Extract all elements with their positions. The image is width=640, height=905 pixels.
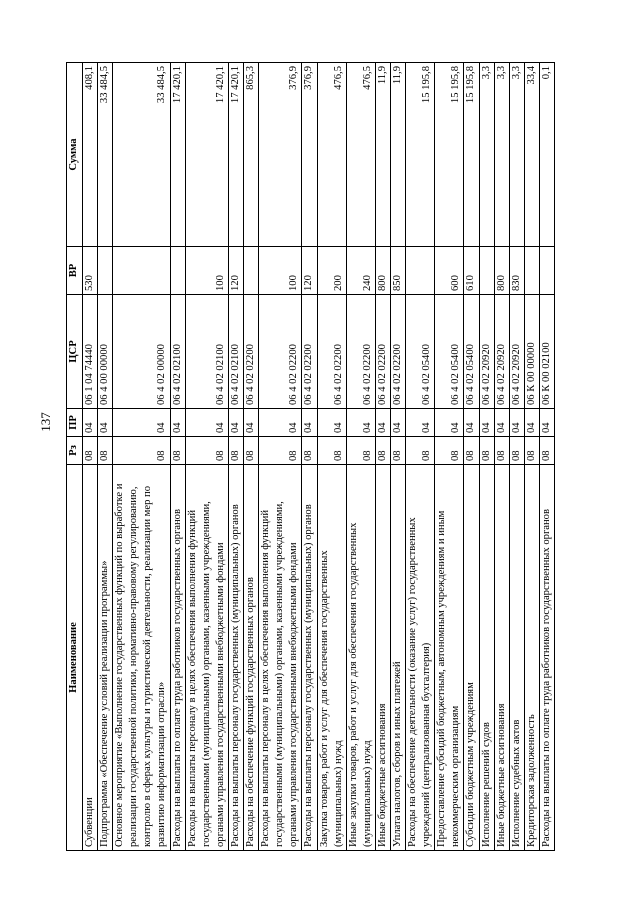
cell-vr: 240	[346, 247, 375, 295]
cell-csr: 06 К 00 00000	[524, 295, 539, 409]
table-body	[83, 63, 555, 851]
cell-rz: 08	[98, 437, 113, 465]
cell-pr: 04	[185, 409, 228, 437]
header-csr: ЦСР	[67, 295, 83, 409]
cell-csr: 06 К 00 02100	[539, 295, 554, 409]
cell-rz: 08	[479, 437, 494, 465]
table-row	[83, 63, 98, 851]
cell-name: Расходы на обеспечение функций государственных органов	[244, 465, 259, 851]
cell-pr: 04	[302, 409, 317, 437]
cell-name: Расходы на выплаты персоналу государственных (муниципальных) органов	[228, 465, 243, 851]
cell-pr: 04	[494, 409, 509, 437]
cell-csr: 06 4 02 20920	[494, 295, 509, 409]
cell-name: Иные бюджетные ассигнования	[494, 465, 509, 851]
cell-pr: 04	[170, 409, 185, 437]
cell-csr: 06 4 02 02100	[170, 295, 185, 409]
cell-name: Исполнение решений судов	[479, 465, 494, 851]
page-number: 137	[38, 412, 53, 432]
cell-vr: 800	[494, 247, 509, 295]
cell-vr	[539, 247, 554, 295]
header-rz: Рз	[67, 437, 83, 465]
table-row	[185, 63, 228, 851]
cell-csr: 06 4 02 02200	[390, 295, 405, 409]
table-row	[435, 63, 464, 851]
cell-pr: 04	[113, 409, 170, 437]
cell-pr: 04	[317, 409, 346, 437]
cell-rz: 08	[375, 437, 390, 465]
cell-sum: 17 420,1	[185, 63, 228, 247]
cell-name: Расходы на обеспечение деятельности (оказание услуг) государственных учреждений (централизованная бухгалтерия)	[406, 465, 435, 851]
cell-vr	[98, 247, 113, 295]
table-row	[228, 63, 243, 851]
cell-pr: 04	[83, 409, 98, 437]
cell-name: Расходы на выплаты персоналу в целях обеспечения выполнения функций государственными (муниципальными) органами, казенными учреждениями, органами управления государственными внебюджетными фондами	[259, 465, 302, 851]
cell-rz: 08	[346, 437, 375, 465]
cell-rz: 08	[524, 437, 539, 465]
cell-sum: 476,5	[317, 63, 346, 247]
cell-sum: 17 420,1	[228, 63, 243, 247]
cell-sum: 3,3	[494, 63, 509, 247]
cell-name: Иные бюджетные ассигнования	[375, 465, 390, 851]
cell-name: Закупка товаров, работ и услуг для обеспечения государственных (муниципальных) нужд	[317, 465, 346, 851]
cell-pr: 04	[524, 409, 539, 437]
table-header	[67, 63, 83, 851]
cell-vr: 830	[509, 247, 524, 295]
cell-name: Исполнение судебных актов	[509, 465, 524, 851]
cell-sum: 0,1	[539, 63, 554, 247]
cell-name: Расходы на выплаты по оплате труда работников государственных органов	[539, 465, 554, 851]
cell-pr: 04	[406, 409, 435, 437]
cell-rz: 08	[302, 437, 317, 465]
cell-pr: 04	[509, 409, 524, 437]
cell-rz: 08	[406, 437, 435, 465]
cell-sum: 408,1	[83, 63, 98, 247]
cell-rz: 08	[83, 437, 98, 465]
table-row	[375, 63, 390, 851]
cell-name: Подпрограмма «Обеспечение условий реализации программы»	[98, 465, 113, 851]
cell-csr: 06 4 02 02200	[375, 295, 390, 409]
cell-sum: 476,5	[346, 63, 375, 247]
cell-csr: 06 4 02 05400	[435, 295, 464, 409]
cell-sum: 865,3	[244, 63, 259, 247]
cell-rz: 08	[259, 437, 302, 465]
cell-pr: 04	[244, 409, 259, 437]
cell-vr: 200	[317, 247, 346, 295]
cell-rz: 08	[170, 437, 185, 465]
cell-pr: 04	[479, 409, 494, 437]
cell-vr	[406, 247, 435, 295]
cell-sum: 33 484,5	[98, 63, 113, 247]
cell-csr: 06 4 02 02100	[228, 295, 243, 409]
cell-sum: 3,3	[479, 63, 494, 247]
cell-vr: 100	[259, 247, 302, 295]
cell-sum: 15 195,8	[435, 63, 464, 247]
table-row	[170, 63, 185, 851]
cell-rz: 08	[494, 437, 509, 465]
cell-rz: 08	[464, 437, 479, 465]
cell-csr: 06 4 02 02200	[317, 295, 346, 409]
budget-table	[66, 62, 555, 851]
cell-rz: 08	[390, 437, 405, 465]
cell-sum: 33,4	[524, 63, 539, 247]
table-row	[406, 63, 435, 851]
cell-sum: 15 195,8	[406, 63, 435, 247]
cell-sum: 17 420,1	[170, 63, 185, 247]
cell-sum: 15 195,8	[464, 63, 479, 247]
cell-vr: 120	[228, 247, 243, 295]
cell-pr: 04	[228, 409, 243, 437]
cell-csr: 06 4 02 00000	[113, 295, 170, 409]
table-row	[317, 63, 346, 851]
cell-name: Предоставление субсидий бюджетным, автономным учреждениям и иным некоммерческим организациям	[435, 465, 464, 851]
cell-name: Расходы на выплаты персоналу государственных (муниципальных) органов	[302, 465, 317, 851]
cell-vr: 530	[83, 247, 98, 295]
cell-rz: 08	[244, 437, 259, 465]
header-sum: Сумма	[67, 63, 83, 247]
cell-csr: 06 4 02 20920	[479, 295, 494, 409]
cell-vr	[244, 247, 259, 295]
table-row	[509, 63, 524, 851]
cell-name: Кредиторская задолженность	[524, 465, 539, 851]
cell-sum: 3,3	[509, 63, 524, 247]
cell-sum: 11,9	[375, 63, 390, 247]
table-row	[302, 63, 317, 851]
cell-csr: 06 4 02 02200	[302, 295, 317, 409]
cell-vr	[170, 247, 185, 295]
table-row	[244, 63, 259, 851]
table-row	[479, 63, 494, 851]
cell-pr: 04	[539, 409, 554, 437]
cell-csr: 06 1 04 74440	[83, 295, 98, 409]
table-row	[494, 63, 509, 851]
cell-name: Уплата налогов, сборов и иных платежей	[390, 465, 405, 851]
cell-vr: 610	[464, 247, 479, 295]
cell-pr: 04	[375, 409, 390, 437]
cell-rz: 08	[317, 437, 346, 465]
cell-vr	[113, 247, 170, 295]
table-row	[464, 63, 479, 851]
cell-vr: 850	[390, 247, 405, 295]
cell-csr: 06 4 02 02100	[185, 295, 228, 409]
cell-csr: 06 4 02 02200	[346, 295, 375, 409]
cell-rz: 08	[435, 437, 464, 465]
cell-name: Субсидии бюджетным учреждениям	[464, 465, 479, 851]
cell-rz: 08	[509, 437, 524, 465]
header-name: Наименование	[67, 465, 83, 851]
cell-csr: 06 4 00 00000	[98, 295, 113, 409]
cell-name: Расходы на выплаты персоналу в целях обеспечения выполнения функций государственными (муниципальными) органами, казенными учреждениями, органами управления государственными внебюджетными фондами	[185, 465, 228, 851]
table-row	[539, 63, 554, 851]
cell-rz: 08	[185, 437, 228, 465]
table-row	[113, 63, 170, 851]
cell-vr	[524, 247, 539, 295]
header-row	[67, 63, 83, 851]
cell-vr: 100	[185, 247, 228, 295]
cell-rz: 08	[228, 437, 243, 465]
table-row	[524, 63, 539, 851]
budget-table-container	[66, 63, 576, 851]
cell-pr: 04	[98, 409, 113, 437]
cell-csr: 06 4 02 20920	[509, 295, 524, 409]
header-vr: ВР	[67, 247, 83, 295]
cell-csr: 06 4 02 05400	[406, 295, 435, 409]
cell-vr: 800	[375, 247, 390, 295]
cell-pr: 04	[464, 409, 479, 437]
cell-vr: 600	[435, 247, 464, 295]
cell-sum: 376,9	[259, 63, 302, 247]
header-pr: ПР	[67, 409, 83, 437]
table-row	[259, 63, 302, 851]
cell-sum: 33 484,5	[113, 63, 170, 247]
table-row	[346, 63, 375, 851]
cell-name: Основное мероприятие «Выполнение государственных функций по выработке и реализации государственной политики, нормативно-правовому регулированию, контролю в сферах культуры и туристической деятельности, реализации мер по развитию информатизации отрасли»	[113, 465, 170, 851]
cell-name: Субвенции	[83, 465, 98, 851]
cell-pr: 04	[390, 409, 405, 437]
cell-pr: 04	[346, 409, 375, 437]
cell-rz: 08	[539, 437, 554, 465]
cell-vr: 120	[302, 247, 317, 295]
cell-csr: 06 4 02 02200	[259, 295, 302, 409]
cell-name: Расходы на выплаты по оплате труда работников государственных органов	[170, 465, 185, 851]
cell-sum: 11,9	[390, 63, 405, 247]
table-row	[390, 63, 405, 851]
table-row	[98, 63, 113, 851]
cell-vr	[479, 247, 494, 295]
cell-pr: 04	[435, 409, 464, 437]
cell-name: Иные закупки товаров, работ и услуг для обеспечения государственных (муниципальных) нужд	[346, 465, 375, 851]
cell-sum: 376,9	[302, 63, 317, 247]
cell-rz: 08	[113, 437, 170, 465]
cell-pr: 04	[259, 409, 302, 437]
cell-csr: 06 4 02 02200	[244, 295, 259, 409]
cell-csr: 06 4 02 05400	[464, 295, 479, 409]
